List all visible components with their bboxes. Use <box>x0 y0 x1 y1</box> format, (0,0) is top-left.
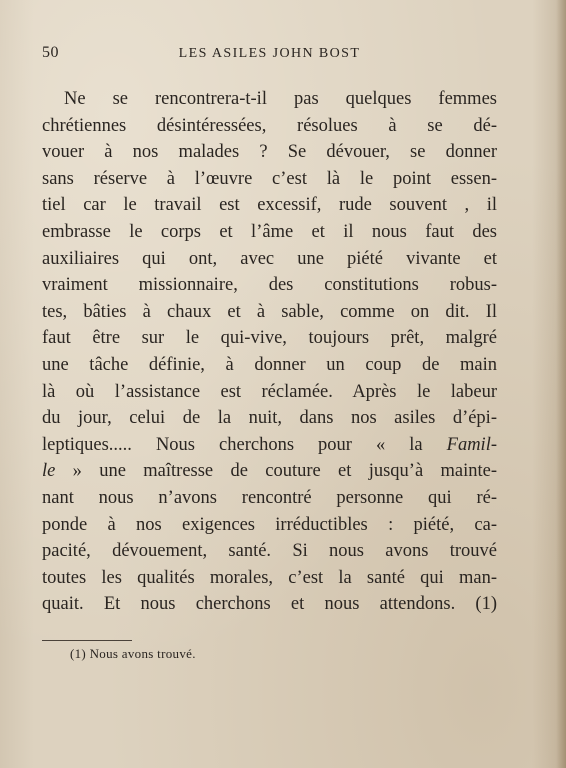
text-line: sans réserve à l’œuvre c’est là le point essen- <box>42 168 497 189</box>
text-segment: » une maîtresse de couture et jusqu’à mainte- <box>55 461 497 482</box>
text-line: vouer à nos malades ? Se dévouer, se donner <box>42 142 497 163</box>
text-line: là où l’assistance est réclamée. Après le labeur <box>42 381 497 402</box>
text-line: Ne se rencontrera-t-il pas quelques femmes <box>64 89 497 109</box>
text-line: pacité, dévouement, santé. Si nous avons trouvé <box>42 541 497 562</box>
text-line: quait. Et nous cherchons et nous attendons. (1) <box>42 594 497 615</box>
text-line: ponde à nos exigences irréductibles : piété, ca- <box>42 514 497 535</box>
text-line: embrasse le corps et l’âme et il nous faut des <box>42 221 497 242</box>
footnote: (1) Nous avons trouvé. <box>70 646 196 661</box>
text-line: nant nous n’avons rencontré personne qui ré- <box>42 487 497 508</box>
body-paragraph <box>42 86 497 618</box>
italic-word: le <box>42 461 56 482</box>
text-line: vraiment missionnaire, des constitutions robus- <box>42 275 497 296</box>
text-line: du jour, celui de la nuit, dans nos asiles d’épi- <box>42 408 497 429</box>
italic-word: Famil- <box>446 434 497 455</box>
text-line: chrétiennes désintéressées, résolues à se dé- <box>42 115 497 136</box>
text-line-with-italic <box>42 458 497 485</box>
page-number: 50 <box>42 44 59 61</box>
running-head: LES ASILES JOHN BOST <box>178 46 361 61</box>
text-line: une tâche définie, à donner un coup de main <box>42 354 497 375</box>
text-line: tes, bâties à chaux et à sable, comme on dit. Il <box>42 301 497 322</box>
text-line: auxiliaires qui ont, avec une piété vivante et <box>42 248 497 269</box>
page-header <box>42 44 497 64</box>
text-line: faut être sur le qui-vive, toujours prêt, malgré <box>42 328 497 349</box>
text-line: tiel car le travail est excessif, rude souvent , il <box>42 195 497 216</box>
text-line: toutes les qualités morales, c’est la santé qui man- <box>42 567 497 588</box>
page-edge-shadow <box>556 0 566 768</box>
footnote-divider <box>42 640 132 641</box>
text-segment: leptiques..... Nous cherchons pour « la <box>42 434 447 455</box>
text-line-with-italic <box>42 432 497 459</box>
